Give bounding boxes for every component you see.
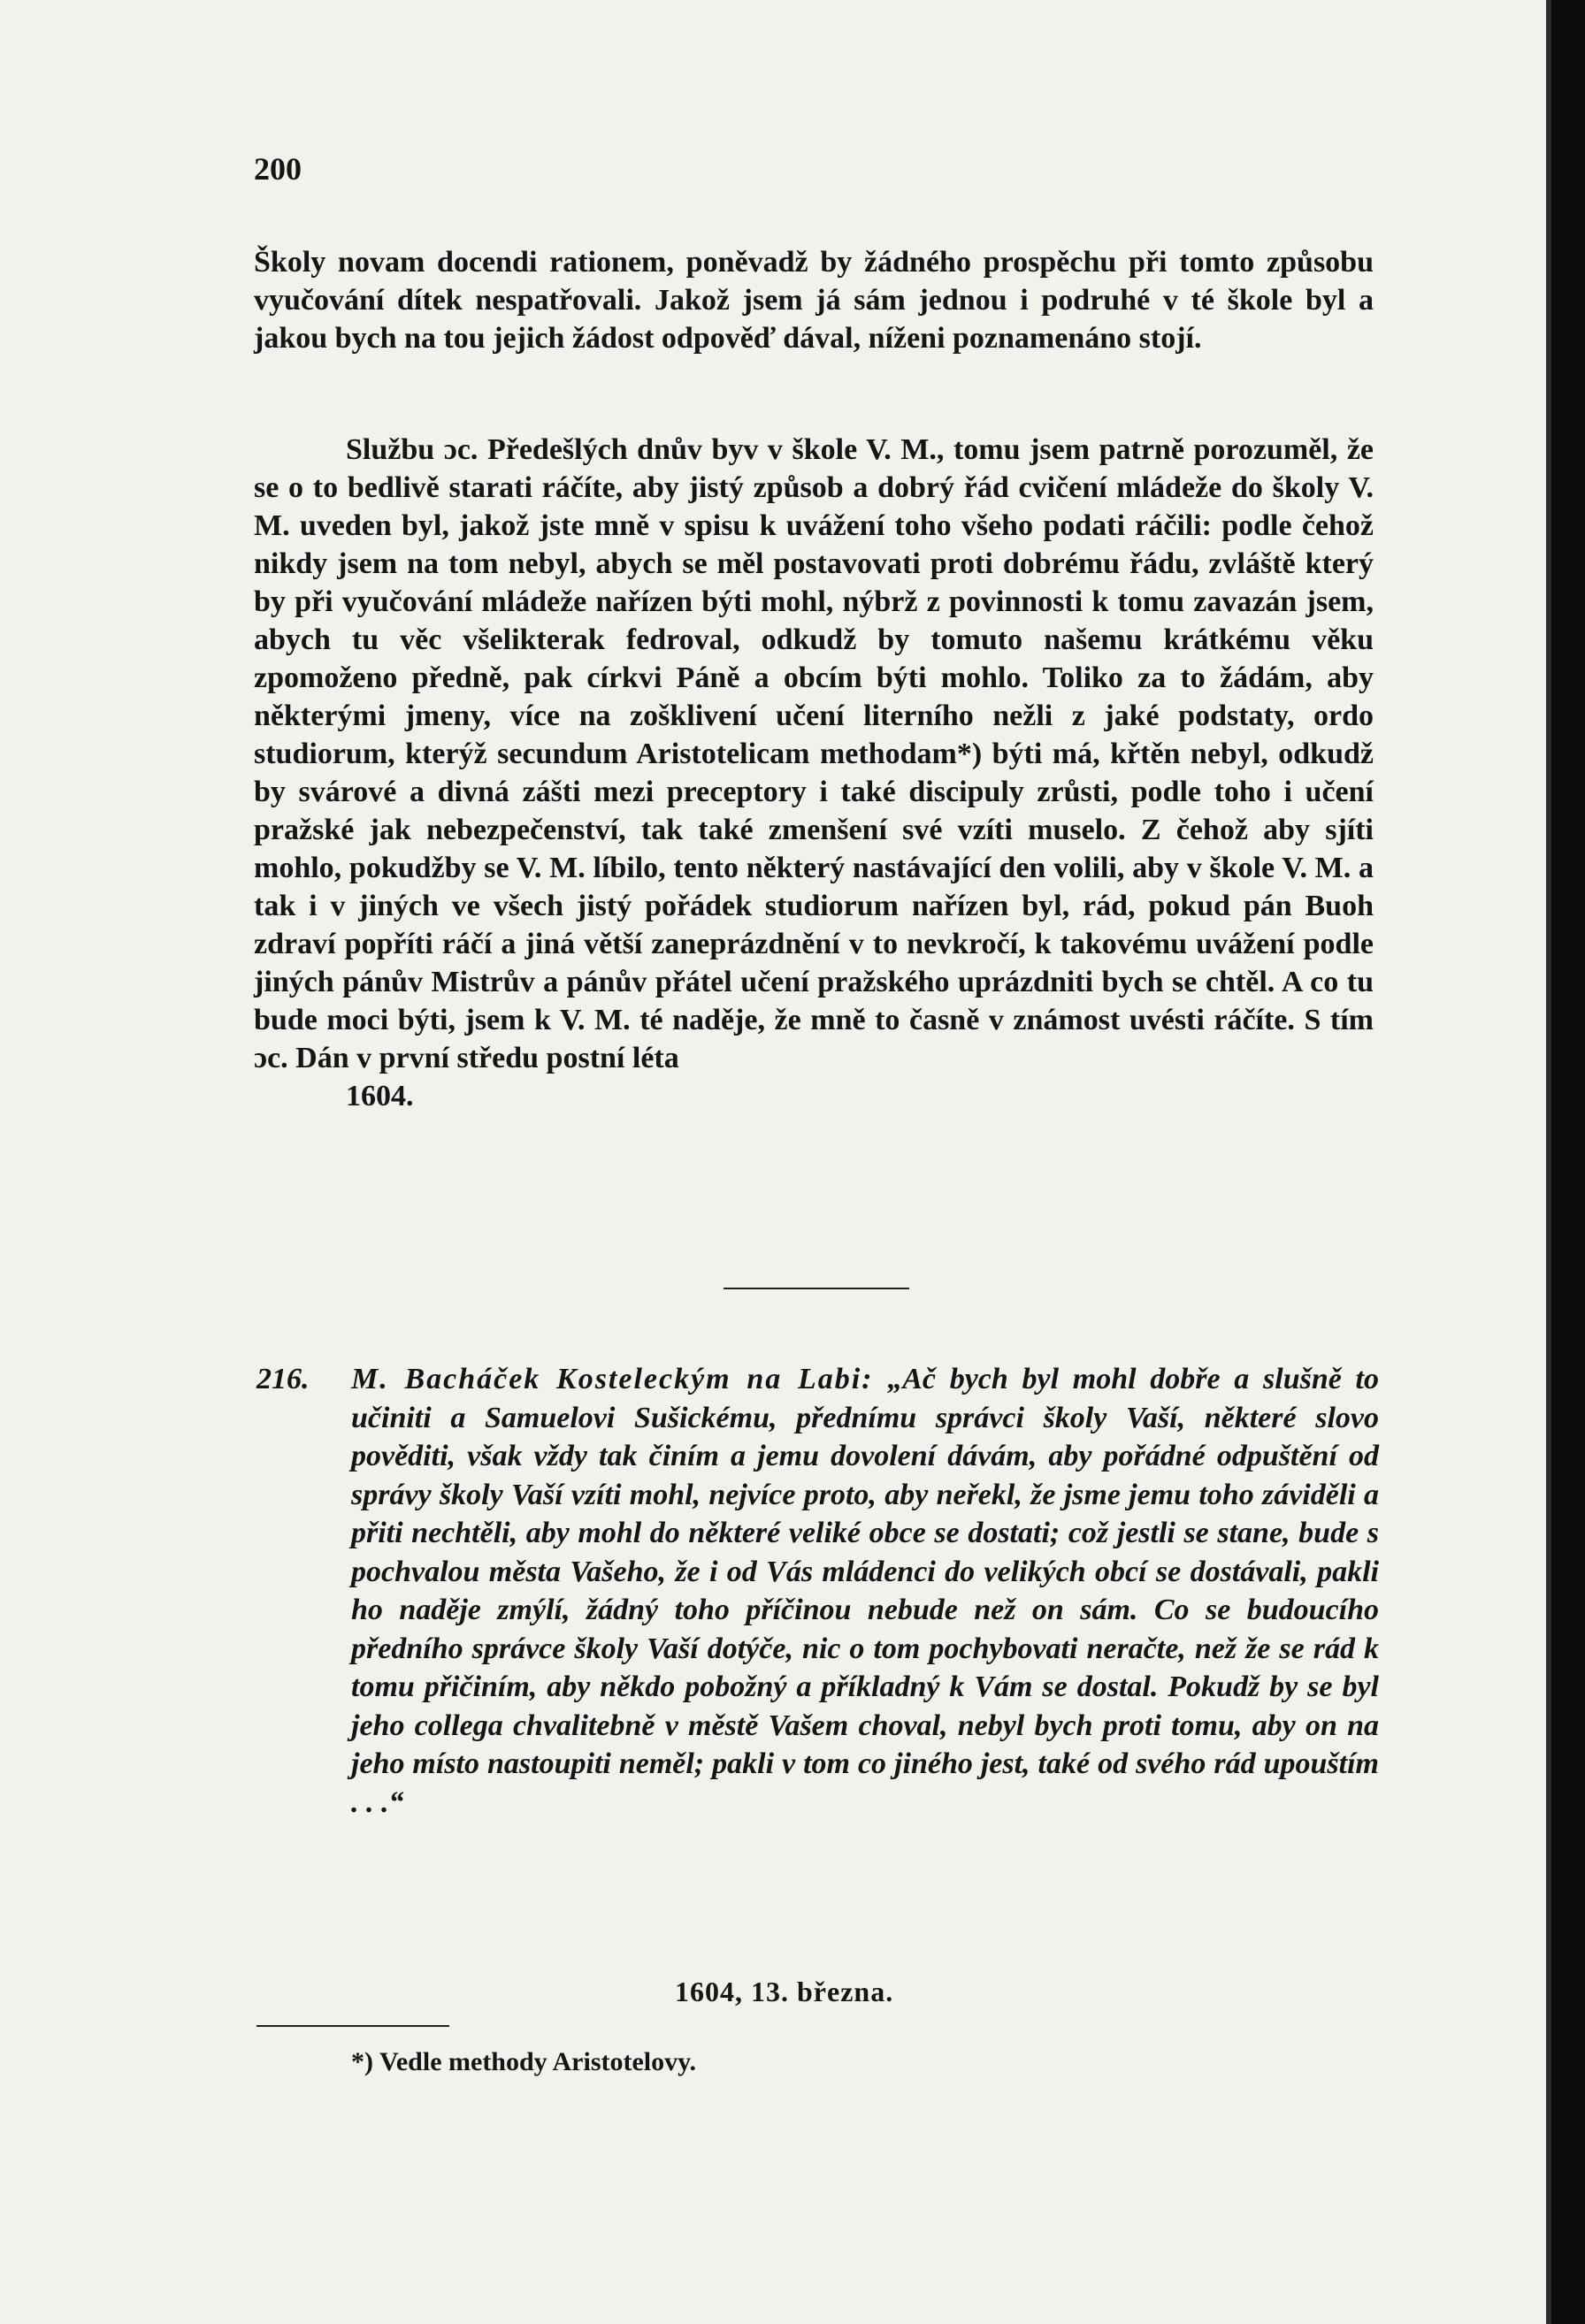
letter-text: „Ač bych byl mohl dobře a slušně to učiniti a Samuelovi Sušickému, přednímu správci školy Vaší, některé slovo pověditi, však vždy tak činím a jemu dovolení dávám, aby pořádné odpuštění od správy školy Vaší vzíti mohl, nejvíce proto, aby neřekl, že jsme jemu toho záviděli a přiti nechtěli, aby mohl do některé veliké obce se dostati; což jestli se stane, bude s pochvalou města Vašeho, že i od Vás mládenci do velikých obcí se dostávali, pakli ho naděje zmýlí, žádný toho příčinou nebude než on sám. Co se budoucího předního správce školy Vaší dotýče, nic o tom pochybovati neračte, než že se rád k tomu přičiním, aby někdo pobožný a příkladný k Vám se dostal. Pokudž by se byl jeho collega chvalitebně v městě Vašem choval, nebyl bych proti tomu, aby on na jeho místo nastoupiti neměl; pakli v tom co jiného jest, také od svého rád upouštím . . .“: [351, 1363, 1379, 1819]
footnote-separator: [257, 2025, 449, 2027]
section-separator: [724, 1288, 909, 1289]
letter-body: [351, 1360, 1379, 1822]
paragraph-2-text: Službu ɔc. Předešlých dnův byv v škole V. M., tomu jsem patrně porozuměl, že se o to bedlivě starati ráčíte, aby jistý způsob a dobrý řád cvičení mládeže do školy V. M. uveden byl, jakož jste mně v spisu k uvážení toho všeho podati ráčili: podle čehož nikdy jsem na tom nebyl, abych se měl postavovati proti dobrému řádu, zvláště který by při vyučování mládeže nařízen býti mohl, nýbrž z povinnosti k tomu zavazán jsem, abych tu věc všelikterak fedroval, odkudž by tomuto našemu krátkému věku zpomoženo předně, pak církvi Páně a obcím býti mohlo. Toliko za to žádám, aby některými jmeny, více na zošklivení učení literního nežli z jaké podstaty, ordo studiorum, kterýž secundum Aristotelicam methodam*) býti má, křtěn nebyl, odkudž by svárové a divná zášti mezi preceptory i také discipuly zrůsti, podle toho i učení pražské jak nebezpečenství, tak také zmenšení své vzíti muselo. Z čehož aby sjíti mohlo, pokudžby se V. M. líbilo, tento některý nastávající den volili, aby v škole V. M. a tak i v jiných ve všech jistý pořádek studiorum nařízen byl, rád, pokud pán Buoh zdraví popříti ráčí a jiná větší zaneprázdnění v to nevkročí, k takovému uvážení podle jiných pánův Mistrův a pánův přátel učení pražského uprázdniti bych se chtěl. A co tu bude moci býti, jsem k V. M. té naděje, že mně to časně v známost uvésti ráčíte. S tím ɔc. Dán v první středu postní léta: [254, 433, 1374, 1074]
page-number: 200: [254, 151, 302, 187]
page-edge-shadow: [1546, 0, 1551, 2324]
footnote: *) Vedle methody Aristotelovy.: [351, 2047, 696, 2076]
letter-dateline: 1604, 13. března.: [675, 1976, 894, 2007]
letter-sender: M. Bacháček Kosteleckým na Labi:: [351, 1363, 874, 1395]
paragraph-1: Školy novam docendi rationem, poněvadž by žádného prospěchu při tomto způsobu vyučování dítek nespatřovali. Jakož jsem já sám jednou i podruhé v té škole byl a jakou bych na tou jejich žádost odpověď dával, níženi poznamenáno stojí.: [254, 246, 1374, 355]
letter-number: 216.: [257, 1363, 310, 1395]
paragraph-2: [254, 431, 1374, 1115]
paragraph-2-year: 1604.: [346, 1080, 414, 1112]
